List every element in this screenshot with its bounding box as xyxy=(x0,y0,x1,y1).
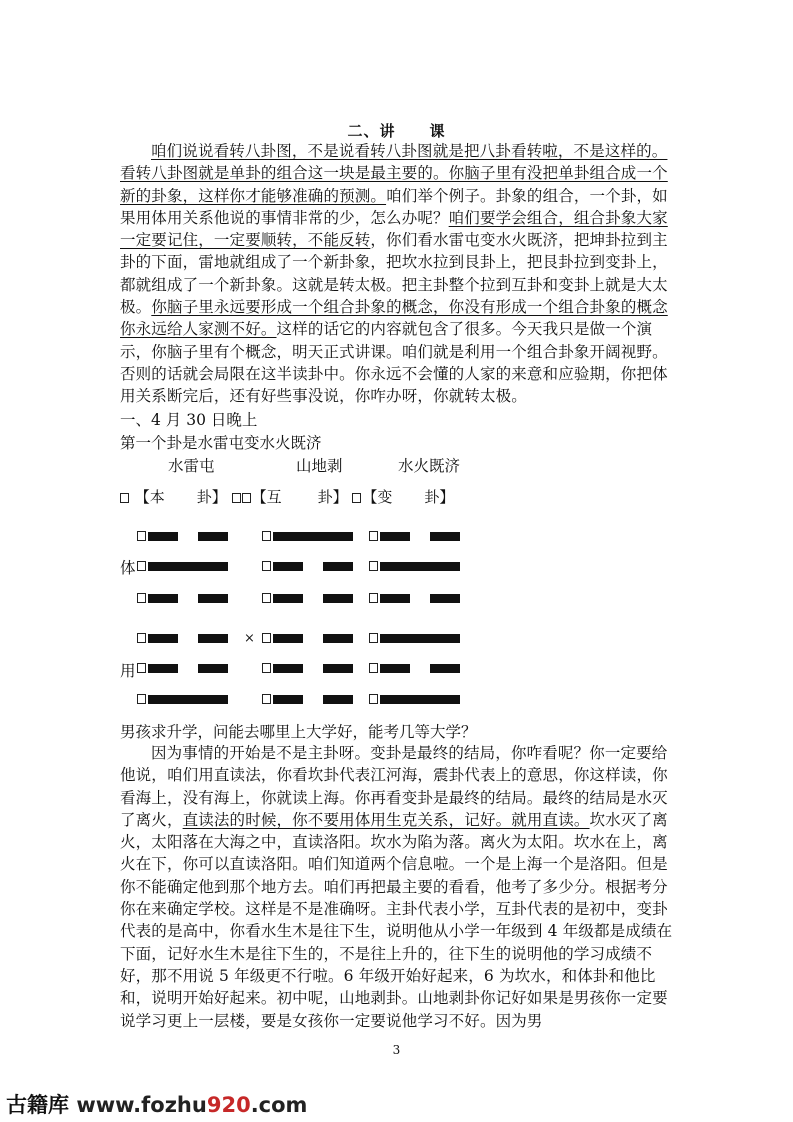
checkbox-glyph xyxy=(369,561,378,571)
yao-line-ben-5 xyxy=(137,663,228,673)
yin-bar-right xyxy=(323,695,353,704)
yao-line-bian-6 xyxy=(369,694,460,704)
yin-bar-right xyxy=(198,634,228,643)
yin-bar-left xyxy=(273,562,303,571)
checkbox-glyph xyxy=(232,493,241,503)
yin-bar-left xyxy=(380,594,410,603)
yin-bar-left xyxy=(380,664,410,673)
yin-bar-right xyxy=(323,594,353,603)
checkbox-glyph xyxy=(369,593,378,603)
yin-bar-right xyxy=(198,532,228,541)
yao-line-hu-2 xyxy=(262,561,353,571)
yin-bar-left xyxy=(148,532,178,541)
checkbox-glyph xyxy=(137,531,146,541)
checkbox-glyph xyxy=(242,493,251,503)
yin-bar-left xyxy=(273,695,303,704)
yin-bar-right xyxy=(430,664,460,673)
checkbox-glyph xyxy=(137,593,146,603)
yao-line-hu-4 xyxy=(262,633,353,643)
yao-line-bian-2 xyxy=(369,561,460,571)
yin-bar-left xyxy=(148,594,178,603)
hexagram-header-row: 【本 卦】 【互 卦】 【变 卦】 xyxy=(120,486,454,507)
checkbox-glyph xyxy=(137,561,146,571)
yao-line-hu-3 xyxy=(262,593,353,603)
underlined-passage: 你脑子里永远要形成一个组合卦象的概念，你没有形成一个组合卦象的概念你永远给人家测不好。 xyxy=(120,298,668,339)
checkbox-glyph xyxy=(262,561,271,571)
section-title: 二、讲 课 xyxy=(347,122,446,140)
checkbox-glyph xyxy=(369,531,378,541)
yang-bar xyxy=(380,695,460,704)
yang-bar xyxy=(148,695,228,704)
brand-name: 古籍库 xyxy=(6,1093,69,1117)
yang-bar xyxy=(380,562,460,571)
checkbox-glyph xyxy=(262,531,271,541)
yin-bar-right xyxy=(430,532,460,541)
yin-bar-left xyxy=(273,594,303,603)
yao-line-hu-1 xyxy=(262,531,353,541)
yin-bar-left xyxy=(380,532,410,541)
checkbox-glyph xyxy=(137,633,146,643)
checkbox-glyph xyxy=(137,694,146,704)
yin-bar-right xyxy=(430,594,460,603)
yao-line-ben-2 xyxy=(137,561,228,571)
yao-line-bian-5 xyxy=(369,663,460,673)
yin-bar-right xyxy=(198,664,228,673)
yao-line-bian-3 xyxy=(369,593,460,603)
checkbox-glyph xyxy=(352,493,361,503)
yin-bar-left xyxy=(148,634,178,643)
yin-bar-right xyxy=(323,562,353,571)
yang-bar xyxy=(273,532,353,541)
yao-line-ben-6 xyxy=(137,694,228,704)
underlined-passage: 直读法的时候，你不要用体用生克关系，记好。就用直读。 xyxy=(182,810,590,829)
yin-bar-left xyxy=(273,664,303,673)
site-url: www.fozhu920.com xyxy=(76,1093,308,1117)
hexagram-name-ben: 水雷屯 xyxy=(168,457,215,475)
yin-bar-right xyxy=(198,594,228,603)
ti-label: 体 xyxy=(120,559,136,577)
underlined-passage: 咱们说说看转八卦图，不是说看转八卦图就是把八卦看转啦，不是这样的。看转八卦图就是单卦的组合这一块是最主要的。你脑子里有没把单卦组合成一个新的卦象，这样你才能够准确的预测。 xyxy=(120,142,668,205)
checkbox-glyph xyxy=(120,493,129,503)
checkbox-glyph xyxy=(262,663,271,673)
yao-line-ben-1 xyxy=(137,531,228,541)
checkbox-glyph xyxy=(262,694,271,704)
case-description: 第一个卦是水雷屯变水火既济 xyxy=(120,434,322,452)
intro-paragraph: 咱们说说看转八卦图，不是说看转八卦图就是把八卦看转啦，不是这样的。看转八卦图就是单卦的组合这一块是最主要的。你脑子里有没把单卦组合成一个新的卦象，这样你才能够准确的预测。咱们举个例子。卦象的组合，一个卦，如果用体用关系他说的事情非常的少，怎么办呢？咱们要学会组合，组合卦象大家一定要记住，一定要顺转，不能反转，你们看水雷屯变水火既济，把坤卦拉到主卦的下面，雷地就组成了一个新卦象，把坎水拉到艮卦上，把艮卦拉到变卦上，都就组成了一个新卦象。这就是转太极。把主卦整个拉到互卦和变卦上就是大太极。你脑子里永远要形成一个组合卦象的概念，你没有形成一个组合卦象的概念你永远给人家测不好。这样的话它的内容就包含了很多。今天我只是做一个演示，你脑子里有个概念，明天正式讲课。咱们就是利用一个组合卦象开阔视野。否则的话就会局限在这半读卦中。你永远不会懂的人家的来意和应验期，你把体用关系断完后，还有好些事没说，你咋办呀，你就转太极。 xyxy=(120,142,668,406)
yao-line-bian-1 xyxy=(369,531,460,541)
checkbox-glyph xyxy=(262,633,271,643)
yao-line-hu-5 xyxy=(262,663,353,673)
page-number: 3 xyxy=(392,1043,401,1057)
cross-mark: × xyxy=(244,631,255,646)
yang-bar xyxy=(380,634,460,643)
yao-line-ben-4 xyxy=(137,633,228,643)
yao-line-hu-6 xyxy=(262,694,353,704)
yin-bar-right xyxy=(323,634,353,643)
checkbox-glyph xyxy=(369,694,378,704)
case-heading: 一、4 月 30 日晚上 xyxy=(120,411,258,429)
body-paragraph: 因为事情的开始是不是主卦呀。变卦是最终的结局，你咋看呢？你一定要给他说，咱们用直读法，你看坎卦代表江河海，震卦代表上的意思，你这样读，你看海上，没有海上，你就读上海。你再看变卦是最终的结局。最终的结局是水灭了离火，直读法的时候，你不要用体用生克关系，记好。就用直读。坎水灭了离火，太阳落在大海之中，直读洛阳。坎水为陷为落。离火为太阳。坎水在上，离火在下，你可以直读洛阳。咱们知道两个信息啦。一个是上海一个是洛阳。但是你不能确定他到那个地方去。咱们再把最主要的看看，他考了多少分。根据考分你在来确定学校。这样是不是准确呀。主卦代表小学，互卦代表的是初中，变卦代表的是高中，你看水生木是往下生，说明他从小学一年级到 4 年级都是成绩在下面，记好水生木是往下生的，不是往上升的，往下生的说明他的学习成绩不好，那不用说 5 年级更不行啦。6 年级开始好起来，6 为坎水，和体卦和他比和，说明开始好起来。初中呢，山地剥卦。山地剥卦你记好如果是男孩你一定要说学习更上一层楼，要是女孩你一定要说他学习不好。因为男 xyxy=(120,744,673,1030)
checkbox-glyph xyxy=(369,663,378,673)
yin-bar-left xyxy=(148,664,178,673)
checkbox-glyph xyxy=(262,593,271,603)
underlined-passage: 咱们要学会组合，组合卦象大家一定要记住，一定要顺转，不能反转 xyxy=(120,208,668,250)
footer-watermark xyxy=(6,1089,307,1119)
yong-label: 用 xyxy=(120,662,136,680)
yang-bar xyxy=(148,562,228,571)
yao-line-ben-3 xyxy=(137,593,228,603)
checkbox-glyph xyxy=(369,633,378,643)
yin-bar-left xyxy=(273,634,303,643)
question-line: 男孩求升学，问能去哪里上大学好，能考几等大学？ xyxy=(120,723,477,741)
yin-bar-right xyxy=(323,664,353,673)
yao-line-bian-4 xyxy=(369,633,460,643)
hexagram-name-hu: 山地剥 xyxy=(296,457,343,475)
hexagram-name-bian: 水火既济 xyxy=(398,457,461,475)
checkbox-glyph xyxy=(137,663,146,673)
